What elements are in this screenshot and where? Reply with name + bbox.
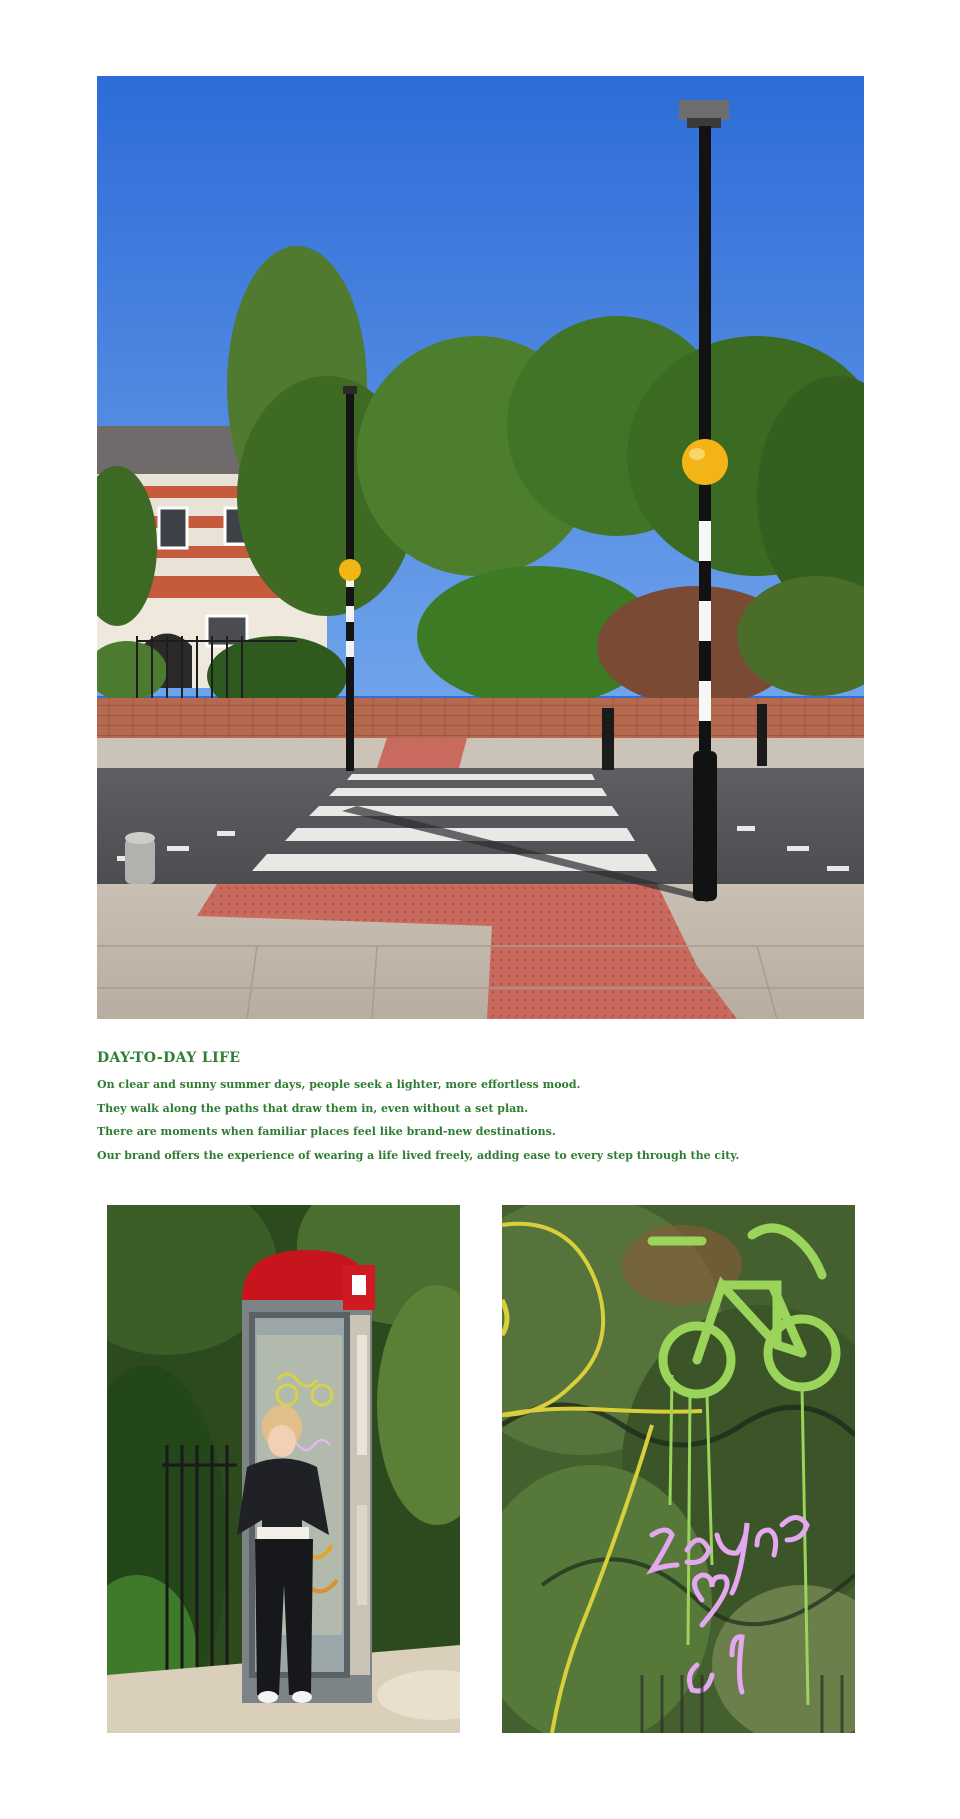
article-line-4: Our brand offers the experience of wearing a life lived freely, adding ease to every step through the city. xyxy=(97,1148,740,1162)
article-text xyxy=(97,1049,877,1167)
brick-wall xyxy=(97,698,864,740)
graffiti-glass-closeup-photo xyxy=(502,1205,855,1733)
article-line-1: On clear and sunny summer days, people seek a lighter, more effortless mood. xyxy=(97,1078,581,1091)
far-pavement xyxy=(97,738,864,768)
article-line-2: They walk along the paths that draw them in, even without a set plan. xyxy=(97,1101,529,1115)
street-crossing-photo xyxy=(97,76,864,1019)
article-heading: DAY-TO-DAY LIFE xyxy=(97,1050,241,1066)
phone-booth-model-photo xyxy=(107,1205,460,1733)
street-crossing-illustration xyxy=(97,76,864,1019)
article-line-3: There are moments when familiar places feel like brand-new destinations. xyxy=(97,1125,556,1138)
graffiti-illustration xyxy=(502,1205,855,1733)
phone-booth-illustration xyxy=(107,1205,460,1733)
bollard xyxy=(125,832,155,884)
